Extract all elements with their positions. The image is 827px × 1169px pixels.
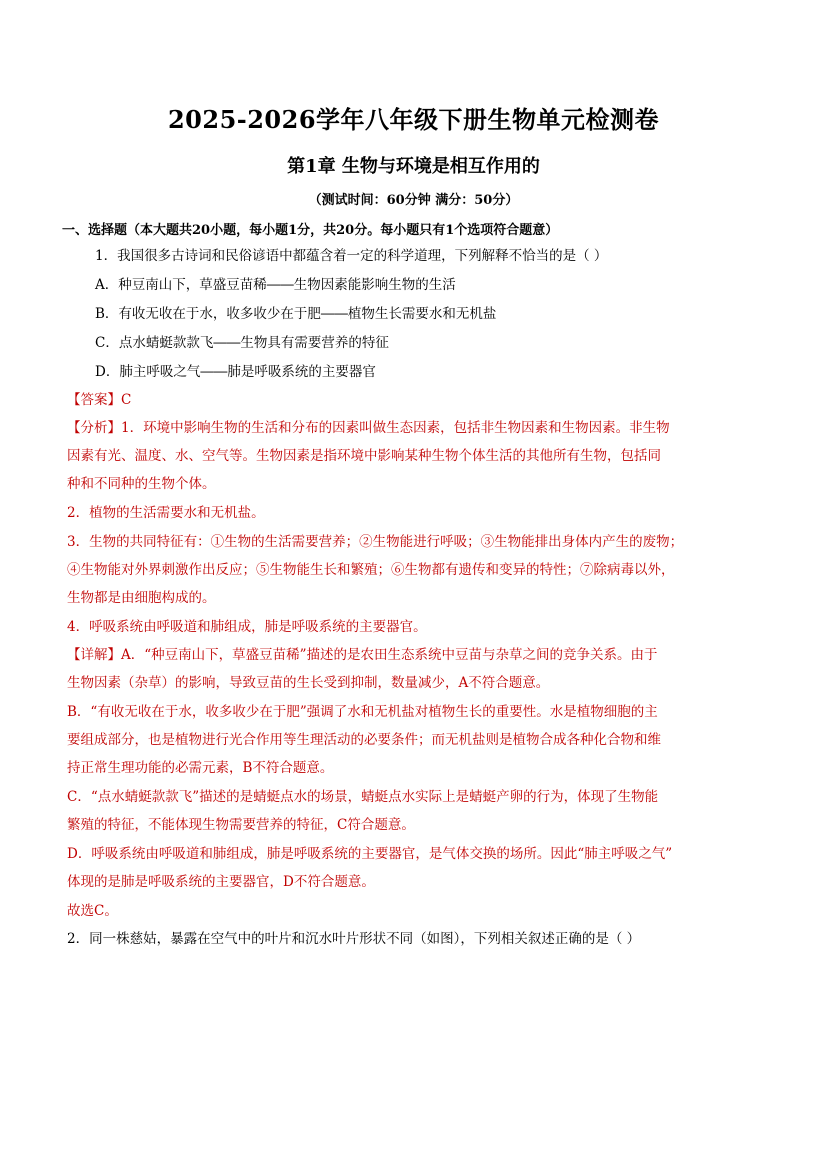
analysis-point-4: 4．呼吸系统由呼吸道和肺组成，肺是呼吸系统的主要器官。 [67, 619, 427, 635]
question-1-option-b: B．有收无收在于水，收多收少在于肥――植物生长需要水和无机盐 [95, 306, 497, 322]
question-1-option-c: C．点水蜻蜓款款飞――生物具有需要营养的特征 [95, 335, 389, 351]
test-info: （测试时间：60分钟 满分：50分） [308, 193, 519, 208]
analysis-point-3: 3．生物的共同特征有：①生物的生活需要营养；②生物能进行呼吸；③生物能排出身体内产生的废物； [67, 534, 684, 550]
chapter-title: 第1章 生物与环境是相互作用的 [287, 156, 540, 177]
section-heading: 一、选择题（本大题共20小题，每小题1分，共20分。每小题只有1个选项符合题意） [62, 223, 559, 238]
detail-c: 繁殖的特征，不能体现生物需要营养的特征，C符合题意。 [67, 817, 415, 833]
question-1-option-d: D．肺主呼吸之气――肺是呼吸系统的主要器官 [95, 364, 376, 380]
analysis-point-3: ④生物能对外界刺激作出反应；⑤生物能生长和繁殖；⑥生物都有遗传和变异的特性；⑦除病毒以外， [67, 562, 675, 578]
detail-d: D．呼吸系统由呼吸道和肺组成，肺是呼吸系统的主要器官，是气体交换的场所。因此“肺主呼吸之气” [67, 846, 673, 862]
detail-a: 【详解】A．“种豆南山下，草盛豆苗稀”描述的是农田生态系统中豆苗与杂草之间的竞争关系。由于 [67, 647, 658, 663]
detail-b: 要组成部分，也是植物进行光合作用等生理活动的必要条件；而无机盐则是植物合成各种化合物和维 [67, 732, 661, 748]
page-title: 2025-2026学年八年级下册生物单元检测卷 [167, 105, 660, 134]
question-2-stem: 2．同一株慈姑，暴露在空气中的叶片和沉水叶片形状不同（如图），下列相关叙述正确的是（ ） [67, 931, 641, 947]
conclusion: 故选C。 [67, 903, 118, 919]
analysis-line: 种和不同种的生物个体。 [67, 476, 216, 492]
detail-b: B．“有收无收在于水，收多收少在于肥”强调了水和无机盐对植物生长的重要性。水是植物细胞的主 [67, 704, 658, 720]
detail-b: 持正常生理功能的必需元素，B不符合题意。 [67, 760, 334, 776]
analysis-line: 因素有光、温度、水、空气等。生物因素是指环境中影响某种生物个体生活的其他所有生物，包括同 [67, 448, 661, 464]
analysis-point-3: 生物都是由细胞构成的。 [67, 590, 216, 606]
question-1-option-a: A．种豆南山下，草盛豆苗稀――生物因素能影响生物的生活 [95, 277, 456, 293]
detail-d: 体现的是肺是呼吸系统的主要器官，D不符合题意。 [67, 874, 375, 890]
question-1-stem: 1．我国很多古诗词和民俗谚语中都蕴含着一定的科学道理，下列解释不恰当的是（ ） [95, 248, 608, 264]
analysis-line: 【分析】1．环境中影响生物的生活和分布的因素叫做生态因素，包括非生物因素和生物因素。非生物 [67, 420, 670, 436]
answer-label: 【答案】C [67, 392, 132, 408]
analysis-point-2: 2．植物的生活需要水和无机盐。 [67, 505, 265, 521]
detail-a: 生物因素（杂草）的影响，导致豆苗的生长受到抑制，数量减少，A不符合题意。 [67, 675, 550, 691]
detail-c: C．“点水蜻蜓款款飞”描述的是蜻蜓点水的场景，蜻蜓点水实际上是蜻蜓产卵的行为，体现了生物能 [67, 789, 659, 805]
